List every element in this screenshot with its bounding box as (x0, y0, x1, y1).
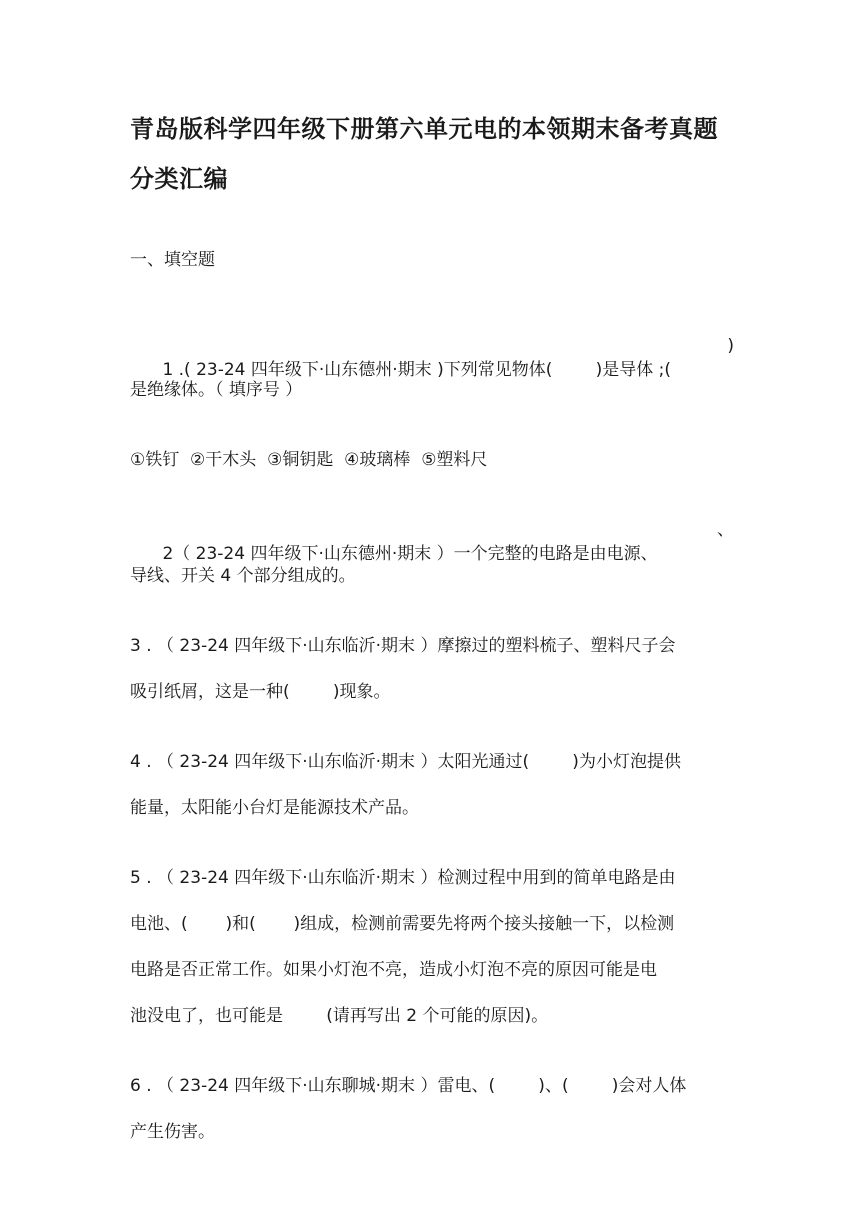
question-6 (130, 1074, 734, 1144)
section-heading: 一、填空题 (130, 250, 215, 270)
question-1 (130, 334, 734, 472)
question-4-line-1: 4 . （ 23-24 四年级下·山东临沂·期末 ）太阳光通过( )为小灯泡提供 (130, 752, 681, 772)
title-line-1: 青岛版科学四年级下册第六单元电的本领期末备考真题 (130, 115, 718, 143)
question-1-line-1-end: ) (727, 336, 734, 356)
question-5-line-4: 池没电了，也可能是 (请再写出 2 个可能的原因)。 (130, 1006, 549, 1026)
question-1-options: ①铁钉 ②干木头 ③铜钥匙 ④玻璃棒 ⑤塑料尺 (130, 450, 488, 470)
document-page (130, 104, 734, 1144)
question-1-line-1: 1 .( 23-24 四年级下·山东德州·期末 )下列常见物体( )是导体 ;( (162, 360, 672, 380)
question-2-line-2: 导线、开关 4 个部分组成的。 (130, 566, 356, 586)
question-2-line-1-row (130, 518, 734, 564)
question-4-line-2: 能量，太阳能小台灯是能源技术产品。 (130, 798, 419, 818)
question-1-line-2: 是绝缘体。（ 填序号 ） (130, 380, 303, 400)
question-5 (130, 866, 734, 1028)
question-6-line-1: 6 . （ 23-24 四年级下·山东聊城·期末 ）雷电、( )、( )会对人体 (130, 1076, 687, 1096)
question-6-line-2: 产生伤害。 (130, 1122, 215, 1142)
question-5-line-1: 5 . （ 23-24 四年级下·山东临沂·期末 ）检测过程中用到的简单电路是由 (130, 868, 676, 888)
document-title (130, 104, 734, 204)
question-3-line-1: 3 . （ 23-24 四年级下·山东临沂·期末 ）摩擦过的塑料梳子、塑料尺子会 (130, 636, 676, 656)
question-3 (130, 634, 734, 704)
question-2-line-1: 2（ 23-24 四年级下·山东德州·期末 ）一个完整的电路是由电源、 (162, 544, 658, 564)
question-3-line-2: 吸引纸屑，这是一种( )现象。 (130, 682, 391, 702)
question-5-line-3: 电路是否正常工作。如果小灯泡不亮，造成小灯泡不亮的原因可能是电 (130, 960, 657, 980)
question-4 (130, 750, 734, 820)
question-2 (130, 518, 734, 588)
question-5-line-2: 电池、( )和( )组成，检测前需要先将两个接头接触一下，以检测 (130, 914, 675, 934)
question-1-line-1-row (130, 334, 734, 380)
title-line-2: 分类汇编 (130, 165, 228, 193)
question-2-line-1-end: 、 (717, 520, 734, 540)
